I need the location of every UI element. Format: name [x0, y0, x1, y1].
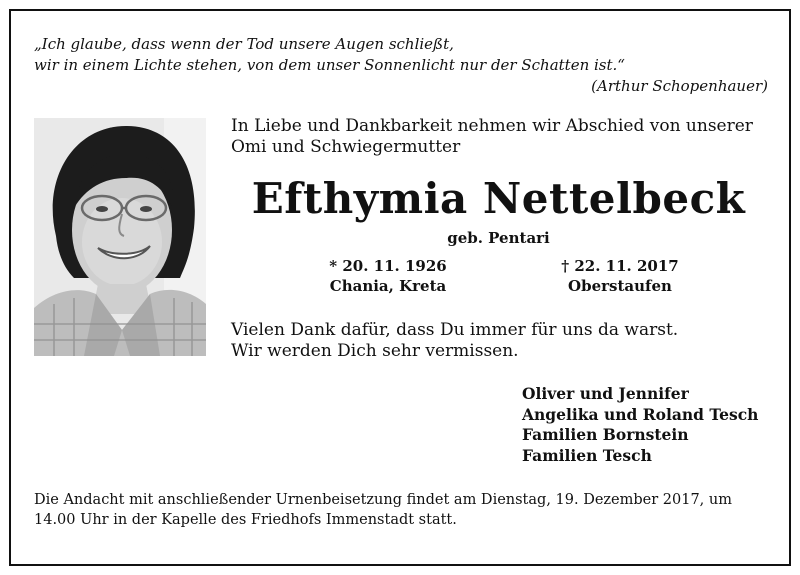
mourner-entry: Familien Tesch [522, 445, 652, 465]
epigraph-quote [34, 34, 768, 97]
quote-line: wir in einem Lichte stehen, von dem unser Sonnenlicht nur der Schatten ist.“ [34, 56, 625, 74]
mourner-entry: Angelika und Roland Tesch [522, 404, 759, 424]
quote-author: (Arthur Schopenhauer) [591, 77, 768, 95]
birth-info [288, 256, 488, 296]
death-date: † 22. 11. 2017 [561, 257, 679, 275]
death-info [520, 256, 720, 296]
thanks-line: Wir werden Dich sehr vermissen. [231, 341, 519, 361]
portrait-image [34, 118, 206, 356]
mourners-list [522, 384, 782, 466]
birth-place: Chania, Kreta [329, 277, 447, 295]
mourner-entry: Familien Bornstein [522, 425, 689, 444]
thanks-line: Vielen Dank dafür, dass Du immer für uns da warst. [231, 320, 679, 340]
intro-line: In Liebe und Dankbarkeit nehmen wir Abschied von unserer [231, 116, 753, 136]
mourner-entry: Oliver und Jennifer [522, 384, 689, 403]
service-notice: Die Andacht mit anschließender Urnenbeisetzung findet am Dienstag, 19. Dezember 2017, um 14.00 Uhr in der Kapelle des Friedhofs Immenstadt statt. [34, 492, 732, 528]
maiden-name: geb. Pentari [447, 229, 550, 247]
portrait-photo [34, 118, 206, 356]
farewell-intro [231, 116, 776, 158]
quote-line: „Ich glaube, dass wenn der Tod unsere Augen schließt, [34, 35, 454, 53]
intro-line: Omi und Schwiegermutter [231, 137, 461, 157]
death-place: Oberstaufen [568, 277, 672, 295]
deceased-name: Efthymia Nettelbeck [251, 174, 746, 223]
thanks-message [231, 320, 776, 362]
birth-date: * 20. 11. 1926 [329, 257, 447, 275]
